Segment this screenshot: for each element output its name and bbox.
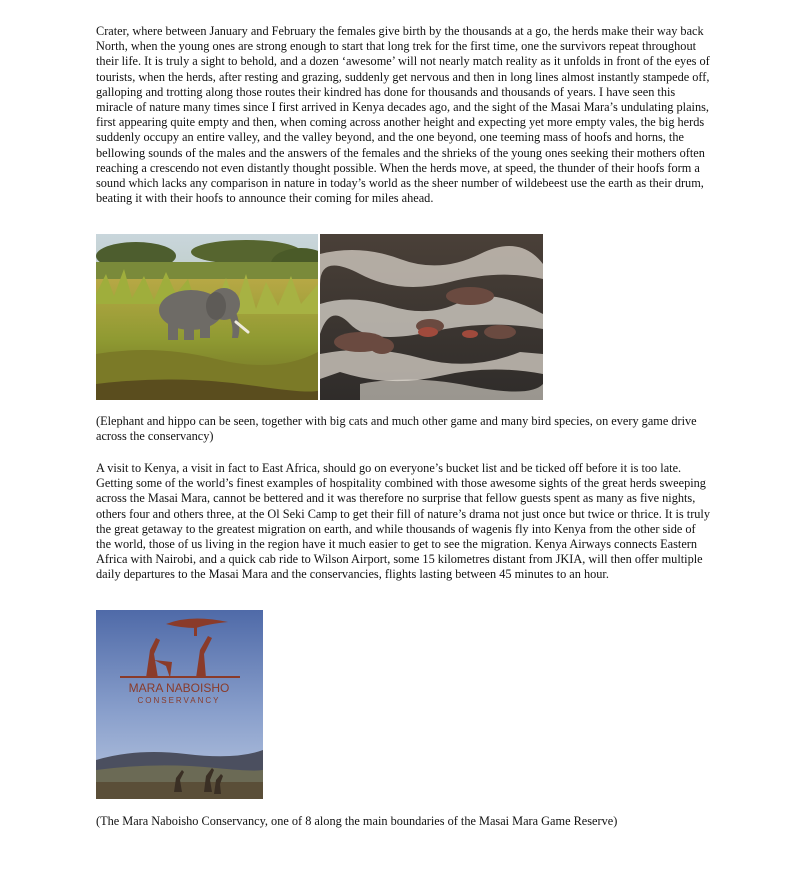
conservancy-logo-photo xyxy=(96,610,263,799)
photo-caption-wildlife: (Elephant and hippo can be seen, together with big cats and much other game and many bird species, on every game drive across the conservancy) xyxy=(96,414,697,444)
logo-title: MARA NABOISHO xyxy=(128,681,230,695)
hippo-photo xyxy=(320,234,543,400)
elephant-photo xyxy=(96,234,318,400)
body-paragraph-2: A visit to Kenya, a visit in fact to East Africa, should go on everyone’s bucket list and be ticked off before it is too late. Getting some of the world’s finest examples of hospitality combined with those awesome sights of the great herds sweeping across the Masai Mara, cannot be bettered and it was therefore no surprise that fellow guests spent as many as five nights, others four and others three, at the Ol Seki Camp to get their fill of nature’s drama not just once but twice or thrice. It is truly the great getaway to the greatest migration on earth, and while thousands of wagenis fly into Kenya from the other side of the world, those of us living in the region have it much easier to get to see the migration. Kenya Airways connects Eastern Africa with Nairobi, and a quick cab ride to Wilson Airport, some 15 kilometres distant from JKIA, will then offer multiple daily departures to the Masai Mara and the conservancies, flights lasting between 45 minutes to an hour. xyxy=(96,461,710,582)
photo-caption-conservancy: (The Mara Naboisho Conservancy, one of 8 along the main boundaries of the Masai Mara Game Reserve) xyxy=(96,814,618,828)
logo-subtitle: CONSERVANCY xyxy=(137,696,221,705)
body-paragraph-1: Crater, where between January and February the females give birth by the thousands at a go, the herds make their way back North, when the young ones are strong enough to start that long trek for the first time, one the survivors repeat throughout their life. It is truly a sight to behold, and a dozen ‘awesome’ will not nearly match reality as it unfolds in front of the eyes of tourists, when the herds, after resting and grazing, suddenly get nervous and then in long lines almost instantly stampede off, galloping and trotting along those routes their kindred has done for thousands and thousands of years. I have seen this miracle of nature many times since I first arrived in Kenya decades ago, and the sight of the Masai Mara’s undulating plains, first appearing quite empty and then, when coming across another height and expecting yet more empty vales, the big herds suddenly occupy an entire valley, and the valley beyond, and the one beyond, one teeming mass of hoofs and horns, the bellowing sounds of the males and the answers of the females and the shrieks of the young ones seeking their mothers often reaching a crescendo not even distantly thought possible. When the herds move, at speed, the thunder of their hoofs form a sound which lacks any comparison in nature in today’s world as the sheer number of wildebeest use the earth as their drum, beating it with their hoofs to announce their coming for miles ahead. xyxy=(96,24,710,206)
